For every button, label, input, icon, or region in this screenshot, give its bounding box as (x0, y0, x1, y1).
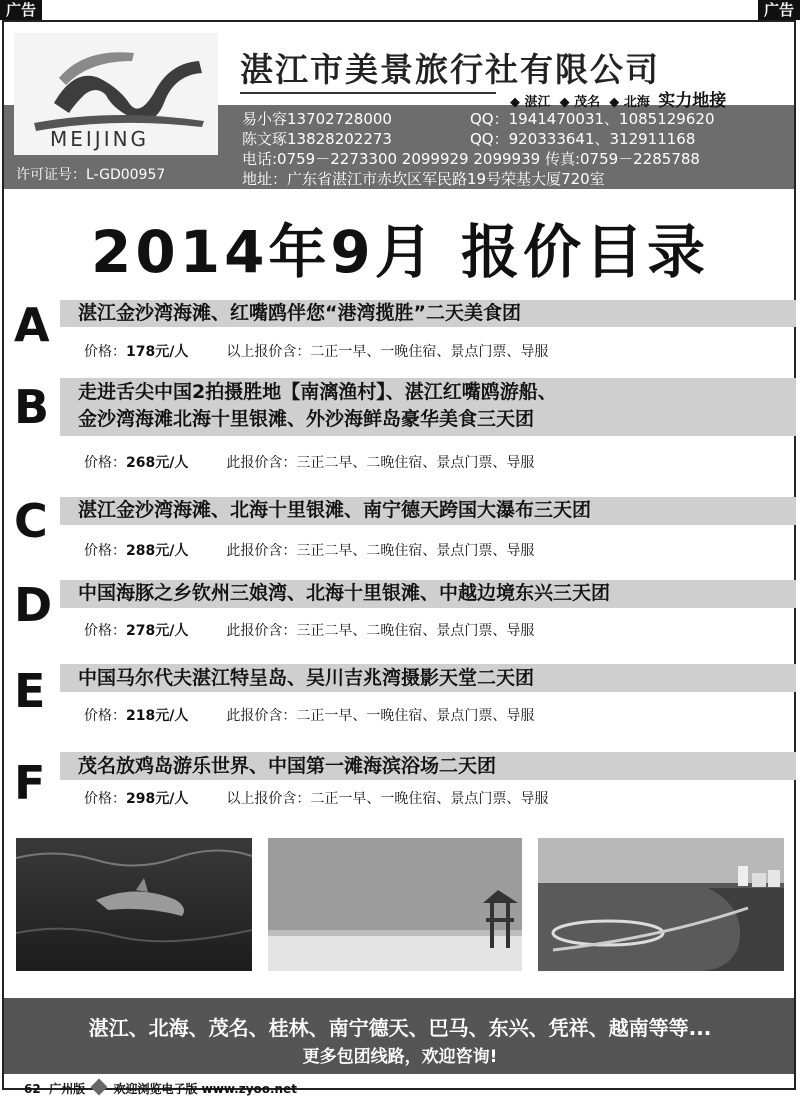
price-includes: 此报价含：三正二早、二晚住宿、景点门票、导服 (226, 623, 535, 639)
tour-a-price (84, 341, 548, 361)
tour-e-price (84, 705, 534, 725)
tour-a-letter: A (14, 298, 50, 352)
address: 地址：广东省湛江市赤坎区军民路19号荣基大厦720室 (242, 170, 605, 188)
price-includes: 此报价含：二正一早、一晚住宿、景点门票、导服 (226, 708, 535, 724)
price-value: 218元/人 (126, 708, 189, 724)
header-divider (240, 92, 496, 94)
slogan: 实力地接 (658, 91, 727, 111)
tour-f-title: 茂名放鸡岛游乐世界、中国第一滩海滨浴场二天团 (78, 755, 497, 777)
price-label: 价格： (84, 708, 126, 724)
tour-d-title: 中国海豚之乡钦州三娘湾、北海十里银滩、中越边境东兴三天团 (78, 582, 611, 604)
price-includes: 以上报价含：二正一早、一晚住宿、景点门票、导服 (226, 344, 549, 360)
tour-f-price (84, 788, 548, 808)
city-list (510, 86, 726, 111)
footer-destinations: 湛江、北海、茂名、桂林、南宁德天、巴马、东兴、凭祥、越南等等... (88, 1016, 712, 1040)
city-2: 茂名 (574, 95, 601, 110)
photo-dolphin (16, 838, 252, 971)
price-value: 278元/人 (126, 623, 189, 639)
contact-2-name: 陈文琢13828202273 (242, 130, 392, 148)
price-value: 298元/人 (126, 791, 189, 807)
tour-b-letter: B (14, 380, 50, 434)
city-3: 北海 (623, 95, 650, 110)
logo-text: MEIJING (50, 127, 150, 151)
diamond-icon: ◆ (559, 95, 570, 110)
photo-coastline (538, 838, 784, 971)
phone-fax: 电话:0759－2273300 2099929 2099939 传真:0759－2285788 (242, 150, 700, 168)
ad-tag-left: 广告 (0, 0, 42, 20)
price-value: 178元/人 (126, 344, 189, 360)
photo-beach (268, 838, 522, 971)
price-label: 价格： (84, 791, 126, 807)
price-label: 价格： (84, 623, 126, 639)
footer-site-link[interactable]: www.zyoo.net (201, 1082, 297, 1096)
tour-a-title: 湛江金沙湾海滩、红嘴鸥伴您“港湾揽胜”二天美食团 (78, 302, 521, 324)
tour-c-price (84, 540, 534, 560)
price-value: 268元/人 (126, 455, 189, 471)
tour-d-letter: D (14, 578, 53, 632)
page-number: 62 (24, 1082, 41, 1096)
contact-1-qq: QQ：1941470031、1085129620 (470, 110, 715, 128)
footer-message: 欢迎浏览电子版 (113, 1082, 198, 1096)
license-number: 许可证号：L-GD00957 (16, 167, 166, 183)
footer-cta: 更多包团线路，欢迎咨询! (302, 1047, 498, 1067)
tour-b-title-line-1: 走进舌尖中国2拍摄胜地【南漓渔村】、湛江红嘴鸥游船、 (78, 381, 557, 403)
ad-tag-right: 广告 (758, 0, 800, 20)
logo (14, 33, 218, 155)
price-label: 价格： (84, 455, 126, 471)
diamond-icon: ◆ (609, 95, 620, 110)
page-title: 2014年9月 报价目录 (91, 218, 709, 286)
company-name: 湛江市美景旅行社有限公司 (240, 50, 660, 89)
price-value: 288元/人 (126, 543, 189, 559)
price-label: 价格： (84, 344, 126, 360)
tour-c-letter: C (14, 494, 48, 548)
edition-label: 广州版 (49, 1082, 86, 1096)
tour-e-letter: E (14, 664, 46, 718)
price-label: 价格： (84, 543, 126, 559)
page-footer (24, 1080, 297, 1097)
city-1: 湛江 (524, 95, 551, 110)
contact-2-qq: QQ：920333641、312911168 (470, 130, 696, 148)
tour-b-title-line-2: 金沙湾海滩北海十里银滩、外沙海鲜岛豪华美食三天团 (78, 408, 535, 430)
diamond-icon: ◆ (510, 95, 520, 110)
tour-f-letter: F (14, 756, 46, 810)
tour-c-title: 湛江金沙湾海滩、北海十里银滩、南宁德天跨国大瀑布三天团 (78, 499, 592, 521)
price-includes: 此报价含：三正二早、二晚住宿、景点门票、导服 (226, 455, 535, 471)
contact-1-name: 易小容13702728000 (242, 110, 392, 128)
publisher-logo-icon (91, 1079, 108, 1096)
tour-e-title: 中国马尔代夫湛江特呈岛、吴川吉兆湾摄影天堂二天团 (78, 667, 535, 689)
tour-b-price (84, 452, 534, 472)
tour-d-price (84, 620, 534, 640)
price-includes: 此报价含：三正二早、二晚住宿、景点门票、导服 (226, 543, 535, 559)
price-includes: 以上报价含：二正一早、一晚住宿、景点门票、导服 (226, 791, 549, 807)
